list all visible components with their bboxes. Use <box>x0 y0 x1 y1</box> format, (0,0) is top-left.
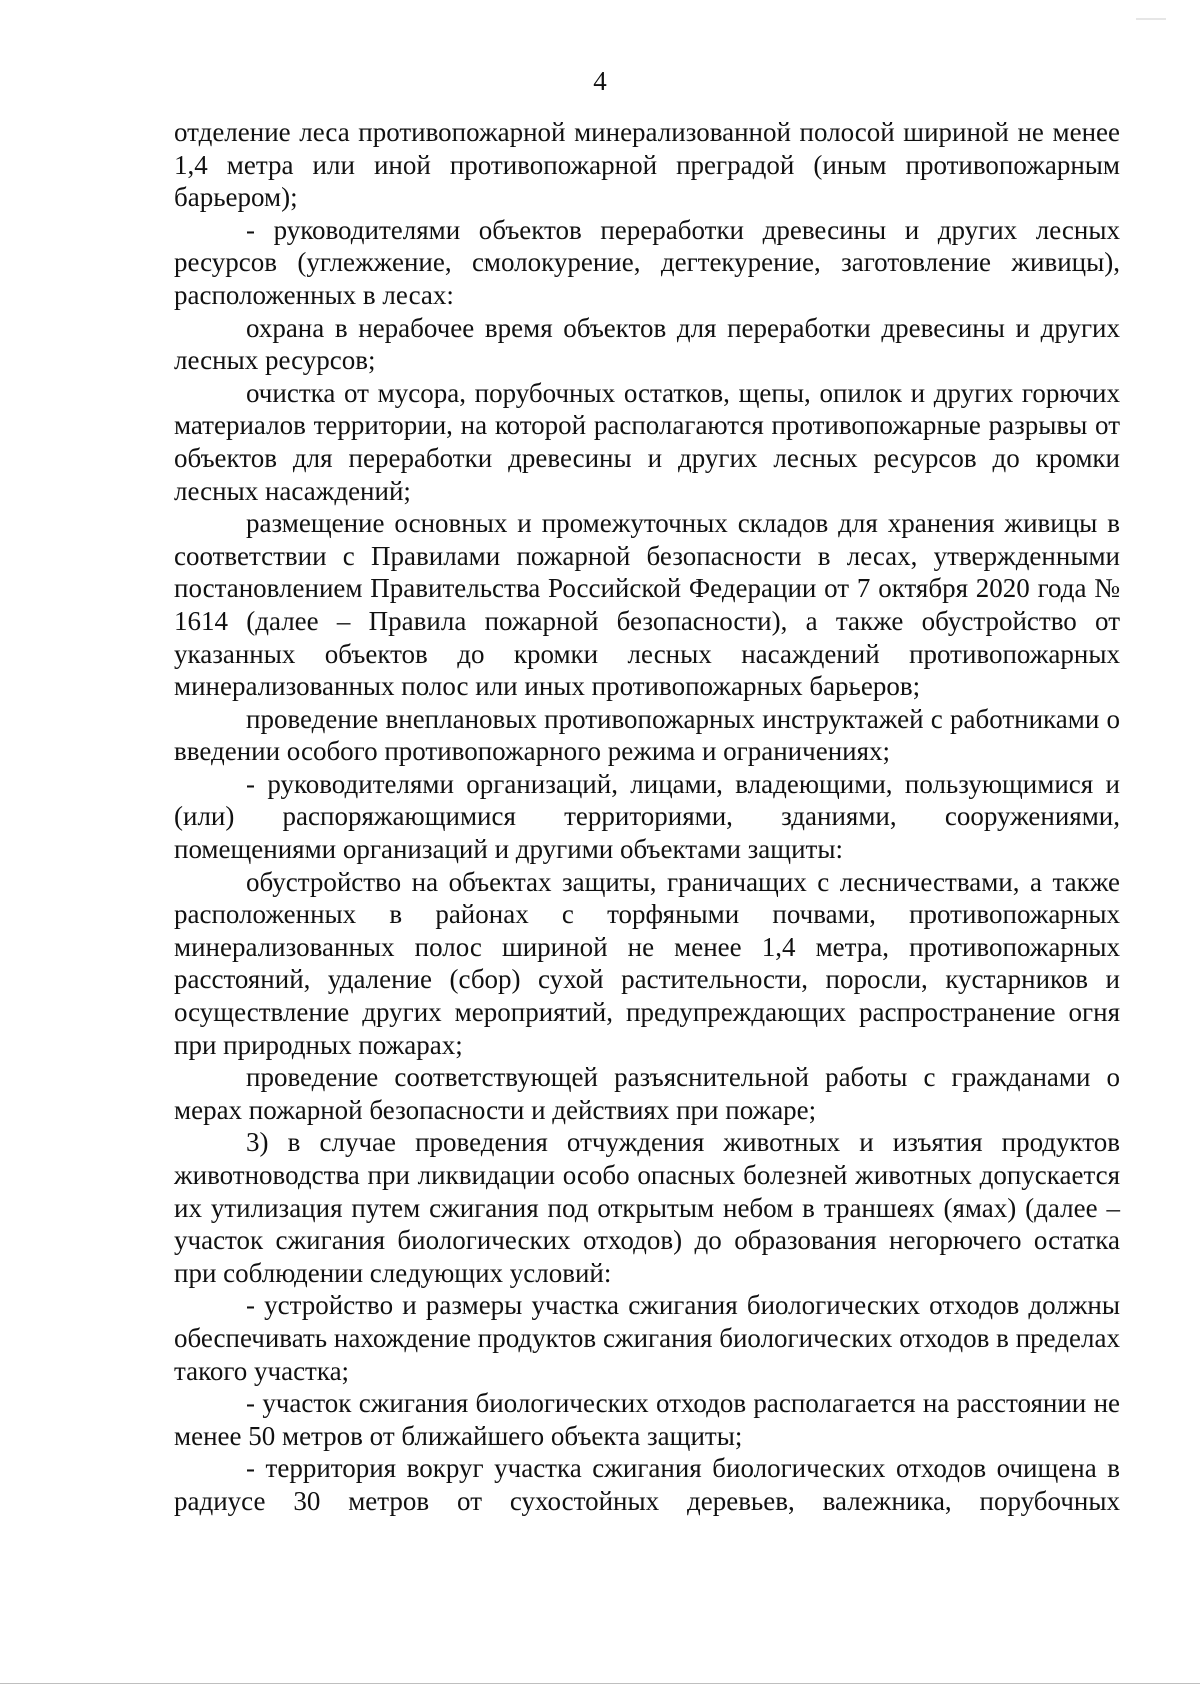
paragraph: проведение соответствующей разъяснительной работы с гражданами о мерах пожарной безопасности и действиях при пожаре; <box>174 1062 1120 1125</box>
paragraph: - руководителями организаций, лицами, владеющими, пользующимися и (или) распоряжающимися территориями, зданиями, сооружениями, помещениями организаций и другими объектами защиты: <box>174 768 1120 865</box>
scan-artifact <box>1136 18 1166 20</box>
paragraph: отделение леса противопожарной минерализованной полосой шириной не менее 1,4 метра или иной противопожарной преградой (иным противопожарным барьером); <box>174 117 1120 213</box>
paragraph: - устройство и размеры участка сжигания биологических отходов должны обеспечивать нахождение продуктов сжигания биологических отходов в пределах такого участка; <box>174 1290 1120 1386</box>
paragraph: очистка от мусора, порубочных остатков, щепы, опилок и других горючих материалов территории, на которой располагаются противопожарные разрывы от объектов для переработки древесины и других лесных ресурсов до кромки лесных насаждений; <box>174 377 1120 506</box>
paragraph: размещение основных и промежуточных складов для хранения живицы в соответствии с Правилами пожарной безопасности в лесах, утвержденными постановлением Правительства Российской Федерации от 7 октября 2020 года № 1614 (далее – Правила пожарной безопасности), а также обустройство от указанных объектов до кромки лесных насаждений противопожарных минерализованных полос или иных противопожарных барьеров; <box>174 508 1120 702</box>
paragraph: проведение внеплановых противопожарных инструктажей с работниками о введении особого противопожарного режима и ограничениях; <box>174 703 1120 767</box>
paragraph: 3) в случае проведения отчуждения животных и изъятия продуктов животноводства при ликвидации особо опасных болезней животных допускается их утилизация путем сжигания под открытым небом в траншеях (ямах) (далее – участок сжигания биологических отходов) до образования негорючего остатка при соблюдении следующих условий: <box>174 1127 1120 1288</box>
paragraph: - руководителями объектов переработки древесины и других лесных ресурсов (углежжение, смолокурение, дегтекурение, заготовление живицы), расположенных в лесах: <box>174 214 1120 310</box>
page-bottom-edge <box>0 1683 1200 1684</box>
document-body <box>174 116 1120 1518</box>
paragraph-continued: - территория вокруг участка сжигания биологических отходов очищена в радиусе 30 метров от сухостойных деревьев, валежника, порубочных <box>174 1453 1120 1516</box>
paragraph: - участок сжигания биологических отходов располагается на расстоянии не менее 50 метров от ближайшего объекта защиты; <box>174 1388 1120 1451</box>
paragraph: охрана в нерабочее время объектов для переработки древесины и других лесных ресурсов; <box>174 312 1120 376</box>
paragraph: обустройство на объектах защиты, граничащих с лесничествами, а также расположенных в районах с торфяными почвами, противопожарных минерализованных полос шириной не менее 1,4 метра, противопожарных расстояний, удаление (сбор) сухой растительности, поросли, кустарников и осуществление других мероприятий, предупреждающих распространение огня при природных пожарах; <box>174 866 1120 1060</box>
page-number: 4 <box>593 66 607 96</box>
